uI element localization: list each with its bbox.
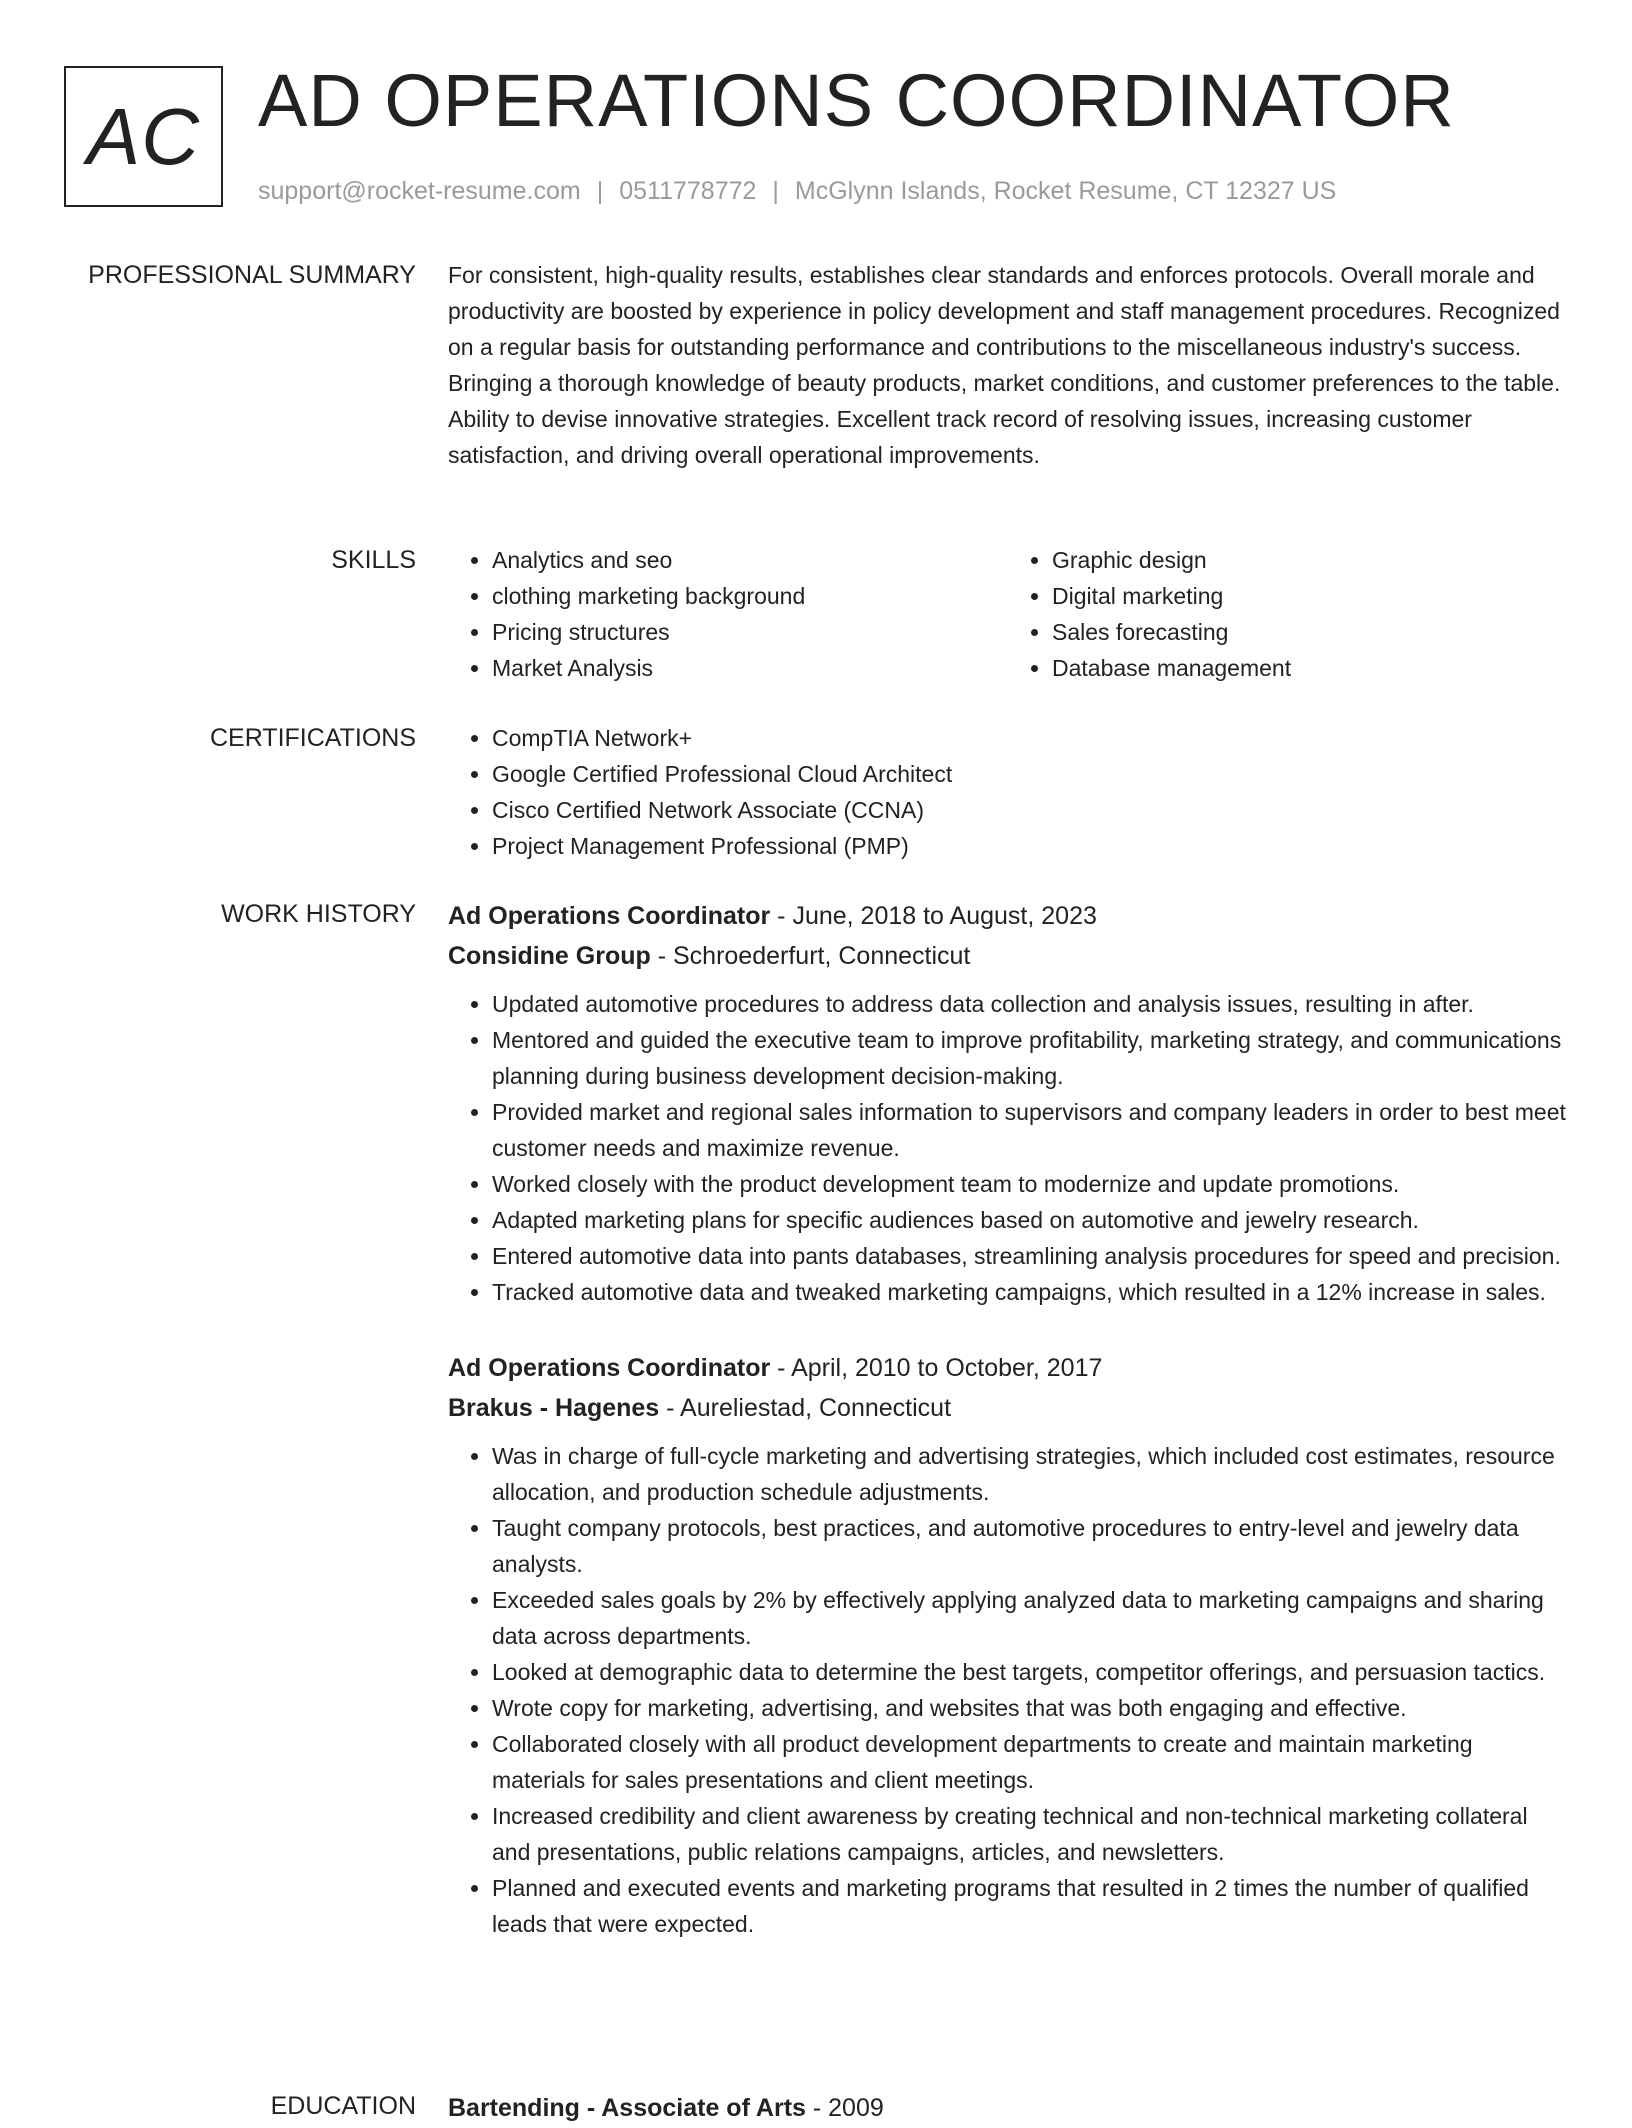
job-bullets xyxy=(448,986,1568,1310)
job-bullet: • Tracked automotive data and tweaked marketing campaigns, which resulted in a 12% increase in sales. xyxy=(492,1274,1568,1310)
job-dates: - June, 2018 to August, 2023 xyxy=(770,902,1097,930)
skill-item: • Digital marketing xyxy=(1052,578,1568,614)
job-bullet: • Provided market and regional sales information to supervisors and company leaders in order to best meet customer needs and maximize revenue. xyxy=(492,1094,1568,1166)
skill-item: • clothing marketing background xyxy=(492,578,1008,614)
skill-item: • Pricing structures xyxy=(492,614,1008,650)
work-history-heading: WORK HISTORY xyxy=(221,900,416,928)
monogram-logo: AC xyxy=(64,66,223,207)
certification-item: • Project Management Professional (PMP) xyxy=(492,828,1568,864)
page-title: AD OPERATIONS COORDINATOR xyxy=(258,59,1455,142)
certifications-heading: CERTIFICATIONS xyxy=(209,724,416,752)
company-name: Brakus - Hagenes xyxy=(448,1394,660,1422)
education-heading: EDUCATION xyxy=(270,2092,416,2120)
job-bullet: • Worked closely with the product development team to modernize and update promotions. xyxy=(492,1166,1568,1202)
skills-heading: SKILLS xyxy=(331,546,416,574)
certification-item: • Cisco Certified Network Associate (CCNA) xyxy=(492,792,1568,828)
job-bullet: • Was in charge of full-cycle marketing and advertising strategies, which included cost estimates, resource allocation, and production schedule adjustments. xyxy=(492,1438,1568,1510)
job-bullet: • Wrote copy for marketing, advertising, and websites that was both engaging and effective. xyxy=(492,1690,1568,1726)
skill-item: • Analytics and seo xyxy=(492,542,1008,578)
skill-item: • Sales forecasting xyxy=(1052,614,1568,650)
skill-item: • Graphic design xyxy=(1052,542,1568,578)
summary-text: For consistent, high-quality results, establishes clear standards and enforces protocols. Overall morale and productivity are boosted by experience in policy development and staff management procedures. Recognized on a regular basis for outstanding performance and contributions to the miscellaneous industry's success. Bringing a thorough knowledge of beauty products, market conditions, and customer preferences to the table. Ability to devise innovative strategies. Excellent track record of resolving issues, increasing customer satisfaction, and driving overall operational improvements. xyxy=(448,262,1561,468)
job-title: Ad Operations Coordinator xyxy=(448,1354,771,1382)
job-bullet: • Updated automotive procedures to address data collection and analysis issues, resulting in after. xyxy=(492,986,1568,1022)
job-location: - Schroederfurt, Connecticut xyxy=(650,942,971,970)
certification-item: • Google Certified Professional Cloud Architect xyxy=(492,756,1568,792)
job-bullet: • Mentored and guided the executive team to improve profitability, marketing strategy, and communications planning during business development decision-making. xyxy=(492,1022,1568,1094)
separator: | xyxy=(596,177,604,205)
job-bullets xyxy=(448,1438,1568,1942)
job-bullet: • Looked at demographic data to determine the best targets, competitor offerings, and persuasion tactics. xyxy=(492,1654,1568,1690)
company-name: Considine Group xyxy=(448,942,651,970)
job-bullet: • Increased credibility and client awareness by creating technical and non-technical marketing collateral and presentations, public relations campaigns, articles, and newsletters. xyxy=(492,1798,1568,1870)
summary-heading: PROFESSIONAL SUMMARY xyxy=(88,261,416,289)
contact-line xyxy=(258,174,1336,208)
job-bullet: • Planned and executed events and marketing programs that resulted in 2 times the number of qualified leads that were expected. xyxy=(492,1870,1568,1942)
address: McGlynn Islands, Rocket Resume, CT 12327 US xyxy=(794,177,1337,205)
phone-number: 0511778772 xyxy=(619,177,757,205)
job-bullet: • Taught company protocols, best practices, and automotive procedures to entry-level and jewelry data analysts. xyxy=(492,1510,1568,1582)
degree-name: Bartending - Associate of Arts xyxy=(448,2094,806,2122)
job-bullet: • Collaborated closely with all product development departments to create and maintain marketing materials for sales presentations and client meetings. xyxy=(492,1726,1568,1798)
certifications-list xyxy=(448,720,1568,864)
certification-item: • CompTIA Network+ xyxy=(492,720,1568,756)
job-location: - Aureliestad, Connecticut xyxy=(659,1394,952,1422)
skill-item: • Market Analysis xyxy=(492,650,1008,686)
skills-list-left xyxy=(448,542,1008,686)
job-bullet: • Entered automotive data into pants databases, streamlining analysis procedures for speed and precision. xyxy=(492,1238,1568,1274)
skill-item: • Database management xyxy=(1052,650,1568,686)
job-bullet: • Adapted marketing plans for specific audiences based on automotive and jewelry research. xyxy=(492,1202,1568,1238)
job-title: Ad Operations Coordinator xyxy=(448,902,771,930)
job-entry xyxy=(448,1348,1568,1942)
separator: | xyxy=(772,177,779,205)
job-dates: - April, 2010 to October, 2017 xyxy=(770,1354,1103,1382)
email-link[interactable]: support@rocket-resume.com xyxy=(258,177,581,205)
job-entry xyxy=(448,896,1568,1310)
job-bullet: • Exceeded sales goals by 2% by effectively applying analyzed data to marketing campaigns and sharing data across departments. xyxy=(492,1582,1568,1654)
education-year: - 2009 xyxy=(805,2094,884,2122)
skills-list-right xyxy=(1008,542,1568,686)
